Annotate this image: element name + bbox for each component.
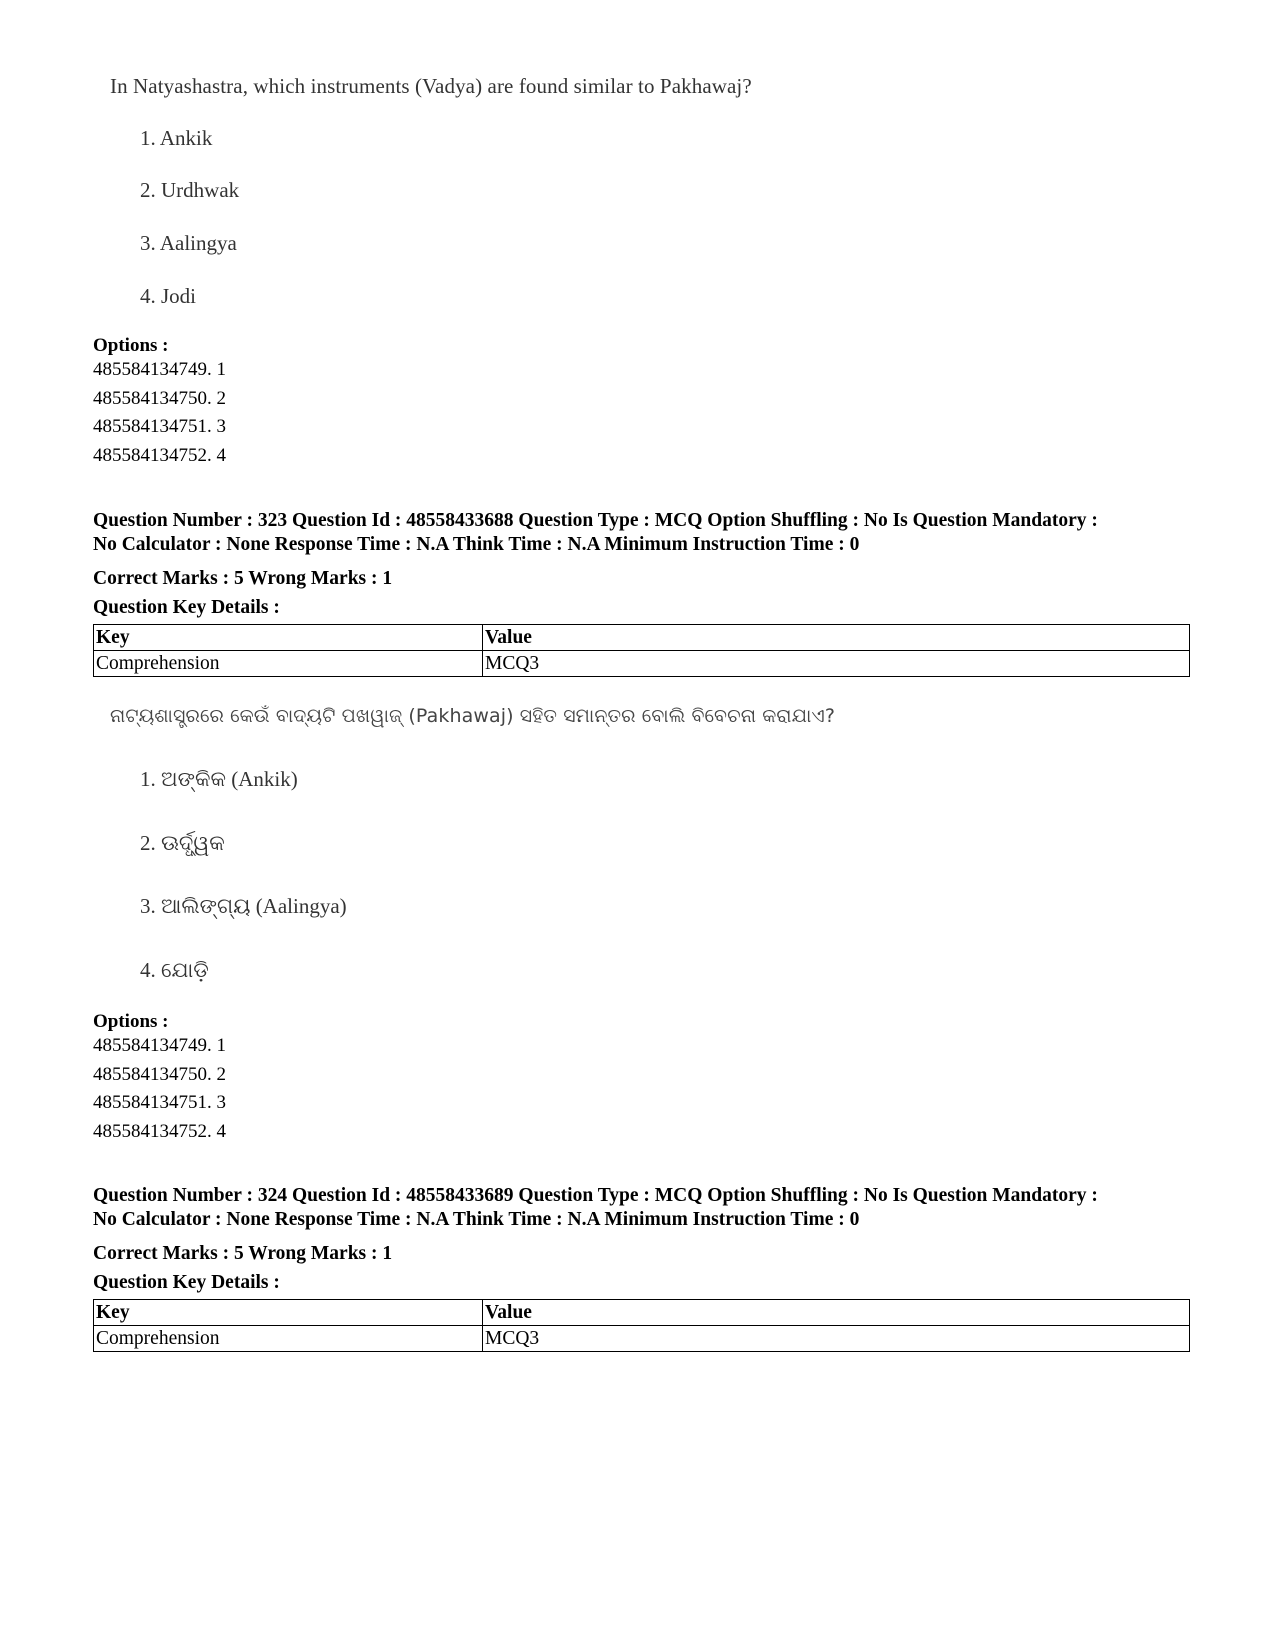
option-line: 485584134751. 3 — [93, 416, 226, 437]
table-header-row — [94, 625, 1190, 651]
question-item: 3. ଆଲିଙ୍ଗ୍ୟ (Aalingya) — [140, 894, 347, 918]
option-line: 485584134750. 2 — [93, 1063, 226, 1085]
options-list — [93, 356, 226, 470]
question-meta-line: Question Number : 324 Question Id : 48558433689 Question Type : MCQ Option Shuffling : No Is Question Mandatory : — [93, 1185, 1098, 1206]
options-list — [93, 1032, 226, 1146]
table-header-cell: Key — [94, 625, 483, 651]
option-line: 485584134749. 1 — [93, 359, 226, 380]
key-details-table — [93, 624, 1190, 677]
option-line: 485584134751. 3 — [93, 1092, 226, 1113]
table-header-cell: Value — [483, 1300, 1190, 1326]
table-cell: Comprehension — [94, 1326, 483, 1352]
question-item: 4. ଯୋଡ଼ି — [140, 958, 209, 982]
question-meta-line: No Calculator : None Response Time : N.A Think Time : N.A Minimum Instruction Time : 0 — [93, 534, 860, 555]
question-meta — [93, 1184, 1203, 1232]
key-details-heading: Question Key Details : — [93, 597, 280, 618]
options-heading: Options : — [93, 1011, 169, 1032]
question-item: 2. Urdhwak — [140, 178, 240, 202]
question-item: 2. ଊର୍ଦ୍ଧ୍ୱକ — [140, 831, 225, 855]
question-meta — [93, 509, 1203, 557]
table-cell: MCQ3 — [483, 651, 1190, 677]
table-row — [94, 651, 1190, 677]
option-line: 485584134752. 4 — [93, 444, 226, 466]
question-item: 3. Aalingya — [140, 231, 237, 255]
question-item: 4. Jodi — [140, 284, 197, 308]
question-item: 1. ଅଙ୍କିକ (Ankik) — [140, 767, 298, 791]
question-image — [110, 705, 1010, 990]
table-header-row — [94, 1300, 1190, 1326]
option-line: 485584134750. 2 — [93, 387, 226, 409]
option-line: 485584134752. 4 — [93, 1120, 226, 1142]
marks-line: Correct Marks : 5 Wrong Marks : 1 — [93, 1243, 393, 1264]
table-header-cell: Key — [94, 1300, 483, 1326]
option-line: 485584134749. 1 — [93, 1035, 226, 1056]
question-meta-line: Question Number : 323 Question Id : 48558433688 Question Type : MCQ Option Shuffling : No Is Question Mandatory : — [93, 510, 1098, 531]
question-image — [110, 74, 1010, 314]
table-cell: MCQ3 — [483, 1326, 1190, 1352]
table-cell: Comprehension — [94, 651, 483, 677]
marks-line: Correct Marks : 5 Wrong Marks : 1 — [93, 568, 393, 589]
table-row — [94, 1326, 1190, 1352]
question-meta-line: No Calculator : None Response Time : N.A Think Time : N.A Minimum Instruction Time : 0 — [93, 1209, 860, 1230]
key-details-table — [93, 1299, 1190, 1352]
question-item: 1. Ankik — [140, 126, 213, 150]
question-stem: In Natyashastra, which instruments (Vadya) are found similar to Pakhawaj? — [110, 74, 752, 98]
key-details-heading: Question Key Details : — [93, 1272, 280, 1293]
table-header-cell: Value — [483, 625, 1190, 651]
question-stem: ନାଟ୍ୟଶାସ୍ତ୍ରରେ କେଉଁ ବାଦ୍ୟଟି ପଖୱାଜ୍ (Pakhawaj) ସହିତ ସମାନ୍ତର ବୋଲି ବିବେଚନା କରାଯାଏ? — [110, 705, 836, 727]
options-heading: Options : — [93, 335, 169, 356]
